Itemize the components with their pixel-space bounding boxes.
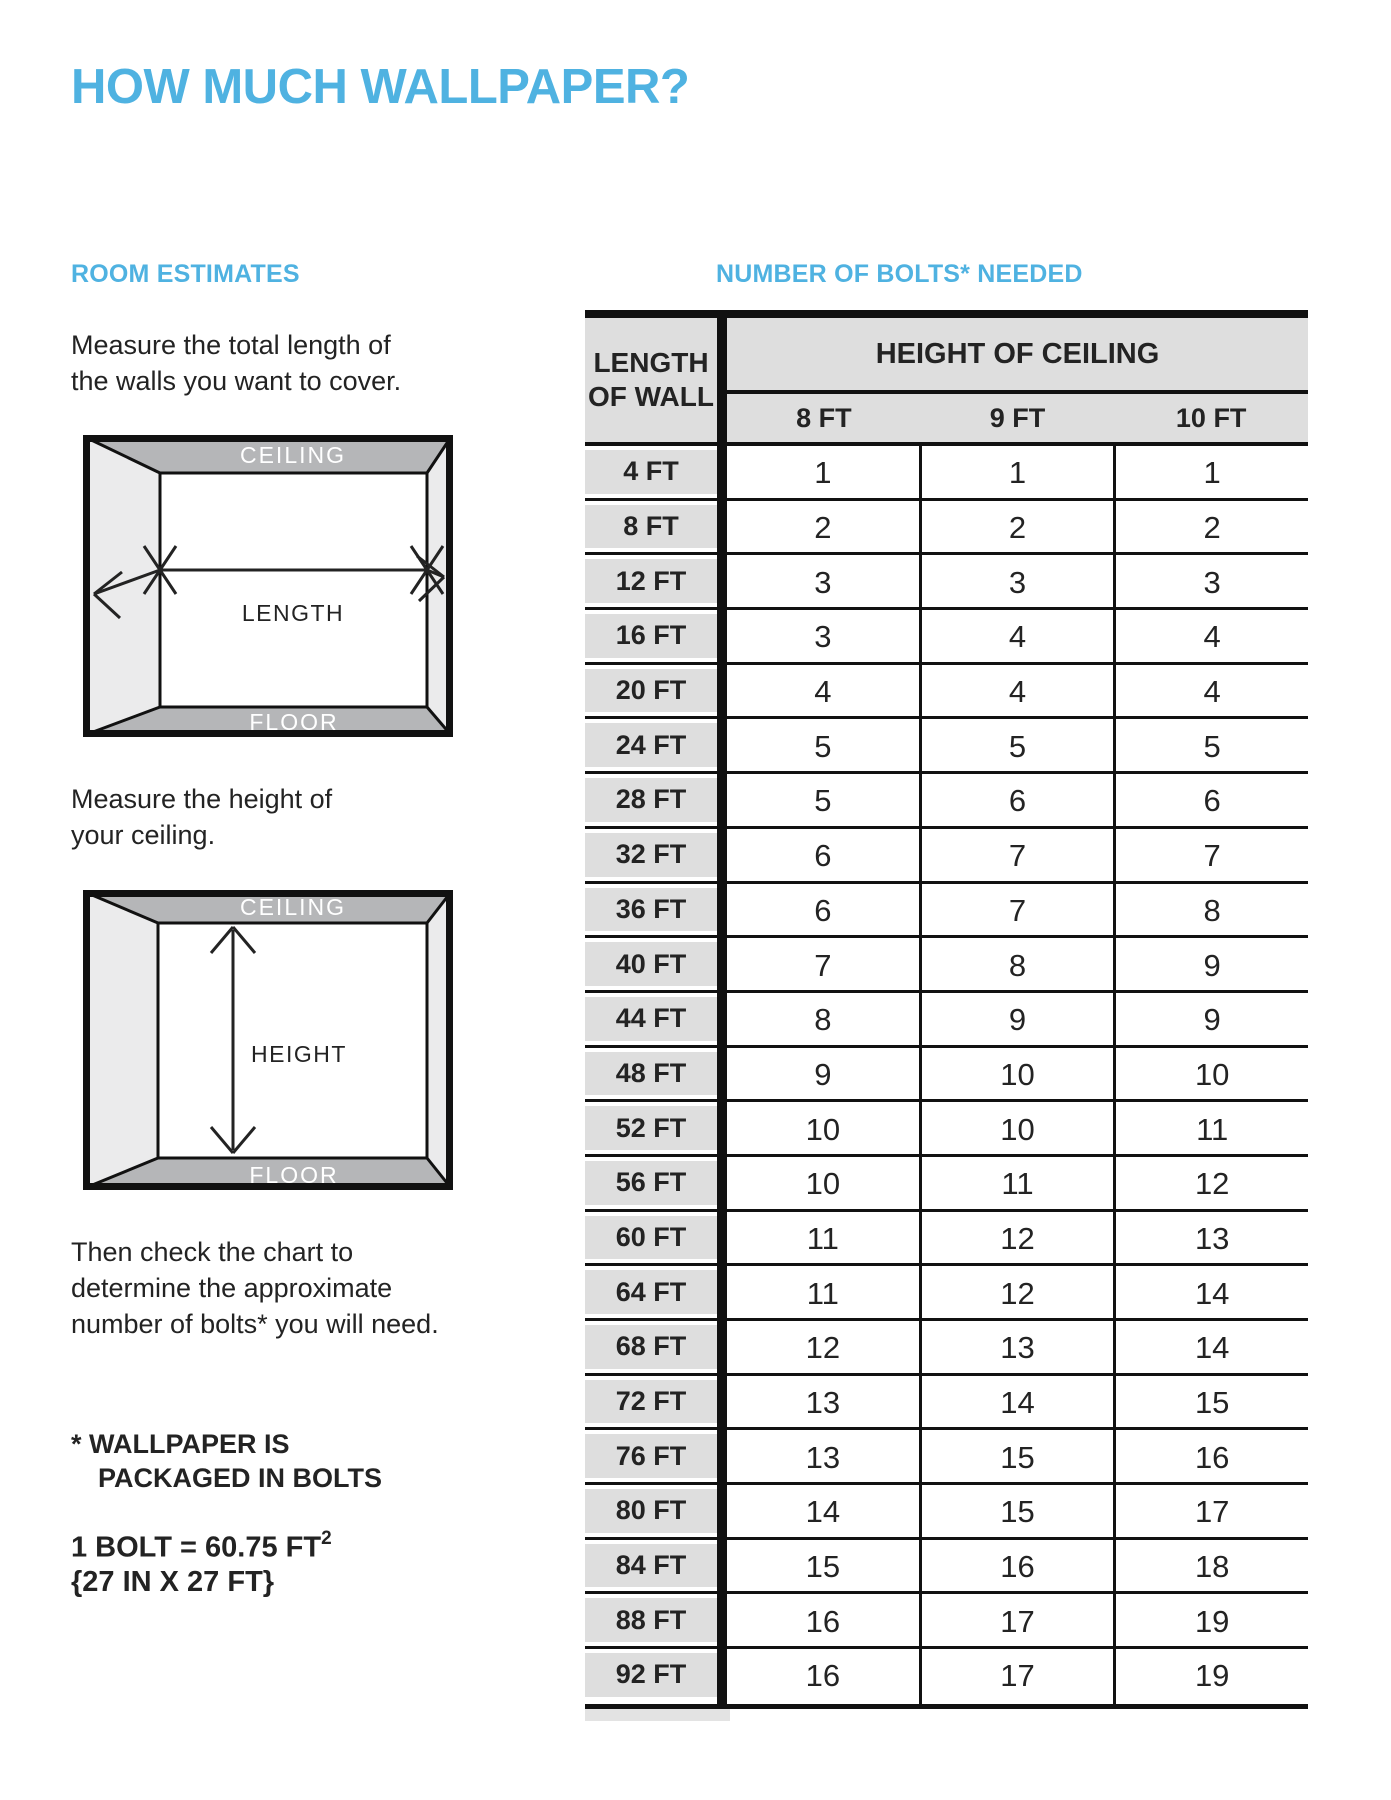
length-of-wall-cell: 48 FT xyxy=(585,1052,717,1096)
bolts-value-cell: 9 xyxy=(1116,993,1308,1048)
bolts-value-cell: 19 xyxy=(1116,1594,1308,1649)
length-of-wall-cell: 12 FT xyxy=(585,559,717,603)
bolts-value-cell: 14 xyxy=(727,1485,922,1540)
table-row xyxy=(585,829,1308,884)
table-row xyxy=(585,1540,1308,1595)
bolts-value-cell: 10 xyxy=(1116,1048,1308,1103)
floor-label: FLOOR xyxy=(249,709,339,735)
bolts-value-cell: 17 xyxy=(922,1594,1117,1649)
table-row xyxy=(585,719,1308,774)
bolts-value-cell: 10 xyxy=(727,1157,922,1212)
height-of-ceiling-header: HEIGHT OF CEILING xyxy=(727,318,1308,394)
length-of-wall-cell: 32 FT xyxy=(585,833,717,877)
bolts-value-cell: 11 xyxy=(727,1266,922,1321)
ceiling-label: CEILING xyxy=(239,442,347,468)
length-of-wall-cell: 36 FT xyxy=(585,888,717,932)
table-top-border xyxy=(585,310,1308,318)
length-of-wall-cell: 20 FT xyxy=(585,669,717,713)
bolts-value-cell: 2 xyxy=(1116,501,1308,556)
table-row xyxy=(585,1266,1308,1321)
bolts-value-cell: 13 xyxy=(727,1376,922,1431)
bolts-value-cell: 16 xyxy=(727,1649,922,1704)
table-row xyxy=(585,1376,1308,1431)
table-row xyxy=(585,1321,1308,1376)
bolts-value-cell: 9 xyxy=(727,1048,922,1103)
back-wall xyxy=(160,473,427,707)
bolts-value-cell: 12 xyxy=(922,1212,1117,1267)
bolts-value-cell: 8 xyxy=(1116,884,1308,939)
bolts-value-cell: 11 xyxy=(922,1157,1117,1212)
bolts-value-cell: 12 xyxy=(1116,1157,1308,1212)
instruction-measure-height xyxy=(71,781,332,853)
bolts-value-cell: 4 xyxy=(727,665,922,720)
bolts-value-cell: 7 xyxy=(922,884,1117,939)
table-row xyxy=(585,774,1308,829)
bolts-needed-heading: NUMBER OF BOLTS* NEEDED xyxy=(716,260,1083,288)
instruction-measure-length xyxy=(71,327,401,399)
bolts-value-cell: 9 xyxy=(922,993,1117,1048)
length-of-wall-cell: 80 FT xyxy=(585,1489,717,1533)
note-line: * WALLPAPER IS xyxy=(71,1429,290,1459)
bolts-value-cell: 6 xyxy=(727,884,922,939)
bolts-value-cell: 10 xyxy=(727,1102,922,1157)
bolts-value-cell: 15 xyxy=(922,1485,1117,1540)
length-of-wall-cell: 60 FT xyxy=(585,1216,717,1260)
instruction-line: Measure the height of xyxy=(71,784,333,814)
bolts-value-cell: 17 xyxy=(922,1649,1117,1704)
left-wall xyxy=(83,890,158,1190)
table-row xyxy=(585,1430,1308,1485)
length-of-wall-cell: 92 FT xyxy=(585,1653,717,1697)
room-height-diagram xyxy=(83,890,453,1190)
table-row xyxy=(585,665,1308,720)
bolt-dimensions: {27 IN X 27 FT} xyxy=(71,1565,275,1598)
note-line: PACKAGED IN BOLTS xyxy=(98,1463,383,1493)
room-estimates-heading: ROOM ESTIMATES xyxy=(71,260,300,288)
length-of-wall-cell: 16 FT xyxy=(585,614,717,658)
instruction-line: your ceiling. xyxy=(71,820,216,850)
bolts-value-cell: 7 xyxy=(1116,829,1308,884)
table-header xyxy=(585,318,1308,446)
table-row xyxy=(585,1048,1308,1103)
length-of-wall-header: LENGTH OF WALL xyxy=(585,318,727,442)
bolts-value-cell: 16 xyxy=(1116,1430,1308,1485)
length-of-wall-cell: 24 FT xyxy=(585,723,717,767)
bolts-value-cell: 16 xyxy=(727,1594,922,1649)
bolts-value-cell: 1 xyxy=(922,446,1117,501)
table-row xyxy=(585,555,1308,610)
bolts-value-cell: 6 xyxy=(1116,774,1308,829)
bolts-value-cell: 9 xyxy=(1116,938,1308,993)
bolts-value-cell: 3 xyxy=(1116,555,1308,610)
length-of-wall-cell: 56 FT xyxy=(585,1161,717,1205)
bolts-value-cell: 1 xyxy=(727,446,922,501)
bolts-value-cell: 6 xyxy=(727,829,922,884)
bolts-value-cell: 3 xyxy=(727,610,922,665)
bolts-table xyxy=(585,310,1308,1721)
length-of-wall-cell: 72 FT xyxy=(585,1380,717,1424)
ceiling-label: CEILING xyxy=(239,894,347,920)
bolts-value-cell: 3 xyxy=(922,555,1117,610)
bolts-value-cell: 14 xyxy=(1116,1321,1308,1376)
instruction-line: Then check the chart to xyxy=(71,1237,354,1267)
bolts-value-cell: 10 xyxy=(922,1102,1117,1157)
bolts-value-cell: 4 xyxy=(1116,665,1308,720)
bolts-value-cell: 15 xyxy=(922,1430,1117,1485)
bolts-value-cell: 17 xyxy=(1116,1485,1308,1540)
bolts-value-cell: 11 xyxy=(727,1212,922,1267)
table-row xyxy=(585,446,1308,501)
bolts-value-cell: 12 xyxy=(922,1266,1117,1321)
length-of-wall-cell: 8 FT xyxy=(585,505,717,549)
bolts-value-cell: 10 xyxy=(922,1048,1117,1103)
table-body xyxy=(585,446,1308,1704)
table-row xyxy=(585,993,1308,1048)
bolts-value-cell: 3 xyxy=(727,555,922,610)
page-title: HOW MUCH WALLPAPER? xyxy=(71,60,690,114)
table-gray-overhang xyxy=(585,1709,730,1721)
table-row xyxy=(585,1594,1308,1649)
bolts-value-cell: 6 xyxy=(922,774,1117,829)
bolts-value-cell: 8 xyxy=(727,993,922,1048)
height-label: HEIGHT xyxy=(251,1041,347,1067)
table-row xyxy=(585,938,1308,993)
bolts-value-cell: 11 xyxy=(1116,1102,1308,1157)
bolts-value-cell: 5 xyxy=(727,719,922,774)
bolts-value-cell: 15 xyxy=(1116,1376,1308,1431)
bolts-value-cell: 1 xyxy=(1116,446,1308,501)
length-of-wall-cell: 28 FT xyxy=(585,778,717,822)
table-row xyxy=(585,1485,1308,1540)
ceiling-height-column-headers xyxy=(727,394,1308,442)
bolts-value-cell: 5 xyxy=(922,719,1117,774)
length-of-wall-cell: 88 FT xyxy=(585,1598,717,1642)
table-row xyxy=(585,1212,1308,1267)
length-of-wall-cell: 76 FT xyxy=(585,1434,717,1478)
bolts-value-cell: 7 xyxy=(727,938,922,993)
length-of-wall-cell: 44 FT xyxy=(585,997,717,1041)
table-row xyxy=(585,610,1308,665)
column-header-8ft: 8 FT xyxy=(796,402,852,433)
length-of-wall-cell: 68 FT xyxy=(585,1325,717,1369)
bolts-value-cell: 16 xyxy=(922,1540,1117,1595)
length-of-wall-cell: 64 FT xyxy=(585,1270,717,1314)
table-row xyxy=(585,501,1308,556)
bolt-size-note xyxy=(71,1524,332,1599)
bolts-value-cell: 5 xyxy=(727,774,922,829)
instruction-line: the walls you want to cover. xyxy=(71,366,402,396)
bolts-value-cell: 13 xyxy=(1116,1212,1308,1267)
length-of-wall-cell: 40 FT xyxy=(585,942,717,986)
instruction-line: number of bolts* you will need. xyxy=(71,1309,439,1339)
squared-superscript: 2 xyxy=(321,1528,332,1549)
column-header-10ft: 10 FT xyxy=(1175,402,1247,433)
bolts-value-cell: 8 xyxy=(922,938,1117,993)
bolts-value-cell: 2 xyxy=(922,501,1117,556)
bolts-value-cell: 18 xyxy=(1116,1540,1308,1595)
table-row xyxy=(585,884,1308,939)
column-header-9ft: 9 FT xyxy=(989,402,1046,433)
bolts-value-cell: 13 xyxy=(922,1321,1117,1376)
instruction-line: determine the approximate xyxy=(71,1273,393,1303)
bolt-equation: 1 BOLT = 60.75 FT xyxy=(71,1531,322,1564)
table-row xyxy=(585,1649,1308,1704)
bolts-value-cell: 2 xyxy=(727,501,922,556)
bolts-value-cell: 12 xyxy=(727,1321,922,1376)
bolts-value-cell: 7 xyxy=(922,829,1117,884)
bolts-value-cell: 4 xyxy=(1116,610,1308,665)
bolts-value-cell: 13 xyxy=(727,1430,922,1485)
bolts-value-cell: 5 xyxy=(1116,719,1308,774)
length-of-wall-cell: 84 FT xyxy=(585,1544,717,1588)
instruction-check-chart xyxy=(71,1234,439,1342)
table-row xyxy=(585,1102,1308,1157)
bolts-value-cell: 19 xyxy=(1116,1649,1308,1704)
wallpaper-bolts-note xyxy=(71,1427,382,1495)
length-of-wall-cell: 52 FT xyxy=(585,1106,717,1150)
bolts-value-cell: 14 xyxy=(1116,1266,1308,1321)
bolts-value-cell: 14 xyxy=(922,1376,1117,1431)
length-of-wall-cell: 4 FT xyxy=(585,450,717,494)
bolts-value-cell: 4 xyxy=(922,665,1117,720)
length-label: LENGTH xyxy=(241,600,345,626)
bolts-value-cell: 15 xyxy=(727,1540,922,1595)
bolts-value-cell: 4 xyxy=(922,610,1117,665)
table-row xyxy=(585,1157,1308,1212)
instruction-line: Measure the total length of xyxy=(71,330,391,360)
room-length-diagram xyxy=(83,435,453,737)
floor-label: FLOOR xyxy=(249,1162,339,1188)
